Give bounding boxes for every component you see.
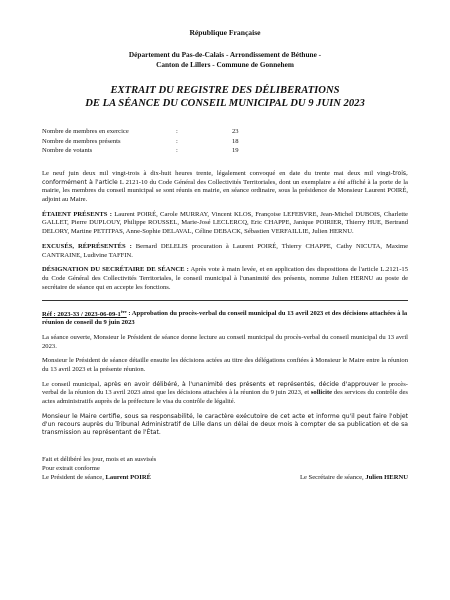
count-value: 19: [232, 147, 239, 155]
intro-text-2: trois, conformément à l'article: [42, 169, 408, 186]
secretary-signature: [300, 473, 408, 482]
body-paragraph-3: [42, 381, 408, 407]
intro-text-4: , adjoint au Maire.: [42, 187, 408, 203]
department-line-1: Département du Pas-de-Calais - Arrondissement de Béthune -: [128, 50, 322, 60]
section-divider: [42, 300, 408, 301]
decision-text-3: le procès-verbal de la réunion du 13 avril 2023 ainsi que les décisions attachées à la réunion du 9 juin 2023, et: [42, 380, 408, 397]
count-value: 18: [232, 137, 239, 145]
closing-block: [42, 455, 408, 483]
department-line-2: Canton de Lillers - Commune de Gonnehem: [156, 59, 294, 69]
signature-row: [42, 473, 408, 482]
body-paragraph-4: Monsieur le Maire certifie, sous sa responsabilité, le caractère exécutoire de cet acte et informe qu'il peut faire l'objet d'un recours auprès du Tribunal Administratif de Lille dans un délai de deux mois à compter de sa publication et de sa transmission au représentant de l'État.: [42, 412, 408, 436]
body-paragraph-2: Monsieur le Président de séance détaille ensuite les décisions actées au titre des délégations confiées à Monsieur le Maire entre la réunion du 13 avril 2023 et la présente réunion.: [42, 357, 408, 374]
count-row: [42, 146, 408, 156]
deliberation-title: [42, 308, 408, 328]
count-row: [42, 127, 408, 137]
president-signature-name: Laurent POIRÉ: [105, 474, 152, 482]
body-paragraph-1: La séance ouverte, Monsieur le Président de séance donne lecture au conseil municipal du procès-verbal du conseil municipal du 13 avril 2023.: [42, 333, 408, 350]
president-name: Laurent POIRÉ: [364, 187, 407, 195]
intro-text-3: L 2121-10 du Code Général des Collectivités Territoriales, dont un exemplaire a été affiché à la porte de la mairie, les membres du conseil municipal se sont réunis en mairie, en séance ordinaire, sous la présidence de Monsieur: [42, 178, 408, 195]
count-label: Nombre de membres en exercice: [42, 128, 129, 136]
excuses-label: EXCUSÉS, RÉPRÉSENTÉS :: [42, 242, 132, 250]
decision-text-1: Le conseil municipal: [42, 380, 100, 388]
count-label: Nombre de membres présents: [42, 137, 121, 145]
closing-line-2: Pour extrait conforme: [42, 465, 100, 473]
intro-text-1: Le neuf juin deux mil vingt-trois à dix-huit heures trente, légalement convoqué en date du trente mai deux mil vingt-: [42, 169, 393, 177]
title-line-1: EXTRAIT DU REGISTRE DES DÉLIBERATIONS: [110, 84, 340, 96]
excuses-text: Bernard DELELIS procuration à Laurent POIRÉ, Thierry CHAPPE, Cathy NICUTA, Maxime CANTRAINE, Ludivine TAFFIN.: [42, 242, 408, 259]
president-signature: [42, 473, 151, 482]
decision-text-2: , après en avoir délibéré, à l'unanimité des présents et représentés, décide d'approuver: [99, 380, 379, 388]
deliberation-reference: [42, 308, 127, 318]
count-separator: :: [176, 137, 178, 145]
member-counts: [42, 127, 408, 156]
secretary-signature-name: Julien HERNU: [365, 474, 408, 482]
secretary-signature-label: Le Secrétaire de séance,: [299, 474, 366, 482]
document-title: [42, 84, 408, 112]
count-separator: :: [176, 128, 178, 136]
reference-text: Réf : 2023-33 / 2023-06-09-1: [42, 310, 121, 318]
decision-keyword: sollicite: [310, 389, 333, 397]
president-signature-label: Le Président de séance,: [42, 474, 106, 482]
presents-text: Laurent POIRÉ, Carole MURRAY, Vincent KLOS, Françoise LEFEBVRE, Jean-Michel DUBOIS, Charlette GALLET, Pierre DUPLOUY, Philippe ROUSSEL, Marie-José LECLERCQ, Eric CHAPPE, Janique POIRIER, Thierry HUE, Bertrand DELORY, Martine PETITPAS, Anne-Sophie DELAVAL, Céline DEBACK, Sébastien VERFAILLIE, Julien HERNU.: [42, 210, 408, 236]
decision-text-4: des services du contrôle des actes administratifs auprès de la préfecture le visa du contrôle de légalité.: [42, 389, 408, 406]
department-heading: [42, 50, 408, 70]
excuses-paragraph: [42, 243, 408, 260]
secretaire-text: Après vote à main levée, et en application des dispositions de l'article L.2121-15 du Code Général des Collectivités Territoriales, le conseil municipal à l'unanimité des présents, nomme Julien HERNU au poste de secrétaire de séance qui en accepte les fonctions.: [42, 266, 408, 291]
secretaire-label: DÉSIGNATION DU SECRÉTAIRE DE SÉANCE :: [42, 266, 189, 274]
presents-paragraph: [42, 211, 408, 237]
presents-label: ÉTAIENT PRÉSENTS :: [42, 210, 112, 218]
reference-superscript: ère: [120, 308, 127, 314]
count-row: [42, 137, 408, 147]
republique-heading: République Française: [189, 28, 261, 37]
closing-line-1: Fait et délibéré les jour, mois et an susvisés: [42, 455, 157, 463]
intro-paragraph: [42, 170, 408, 205]
count-value: 23: [232, 128, 239, 136]
count-separator: :: [176, 147, 178, 155]
count-label: Nombre de votants: [42, 147, 93, 155]
secretaire-paragraph: [42, 266, 408, 292]
title-line-2: DE LA SÉANCE DU CONSEIL MUNICIPAL DU 9 JUIN 2023: [85, 98, 365, 110]
deliberation-subject: : Approbation du procès-verbal du conseil municipal du 13 avril 2023 et des décisions attachées à la réunion de conseil du 9 juin 2023: [42, 310, 408, 327]
